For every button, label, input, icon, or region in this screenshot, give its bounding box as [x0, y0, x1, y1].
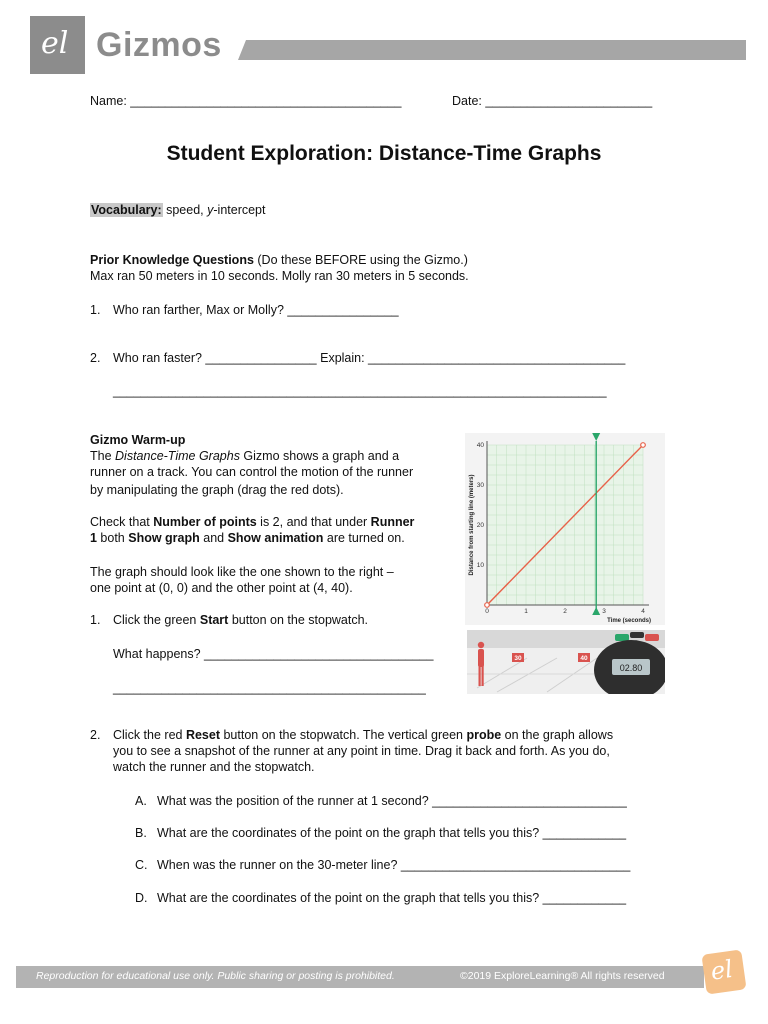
x-tick-label: 0: [485, 608, 489, 615]
x-tick-label: 4: [641, 608, 645, 615]
step1-number: 1.: [90, 613, 101, 627]
step2-number: 2.: [90, 728, 101, 742]
qd-label: D.: [135, 891, 148, 905]
x-tick-label: 1: [524, 608, 528, 615]
stopwatch-reset-button[interactable]: [645, 634, 659, 641]
x-tick-label: 2: [563, 608, 567, 615]
step1-a: Click the green: [113, 613, 200, 627]
warmup-p2-j: are turned on.: [323, 531, 405, 545]
footer-logo-badge: [701, 949, 746, 994]
warmup-heading-text: Gizmo Warm-up: [90, 433, 186, 447]
warmup-p2-i: Show animation: [227, 531, 324, 545]
warmup-p3-l2: one point at (0, 0) and the other point at (4, 40).: [90, 581, 353, 595]
prior-heading-line: [90, 252, 468, 268]
vocabulary-terms-c: -intercept: [213, 203, 266, 217]
step2-a: Click the red: [113, 728, 186, 742]
warmup-p2-e: 1: [90, 531, 97, 545]
marker-40-label: 40: [580, 655, 588, 662]
y-tick-label: 20: [476, 522, 484, 529]
header-bar: [238, 40, 746, 60]
prior-heading-note: (Do these BEFORE using the Gizmo.): [253, 253, 468, 267]
runner-simulation: [467, 630, 665, 694]
warmup-p2-h: and: [199, 531, 228, 545]
distance-time-graph[interactable]: [465, 433, 665, 625]
stopwatch-start-button[interactable]: [615, 634, 629, 641]
date-field[interactable]: Date: ________________________: [452, 94, 653, 108]
data-point[interactable]: [641, 443, 646, 448]
graph-svg[interactable]: [465, 433, 665, 625]
y-tick-label: 30: [476, 482, 484, 489]
warmup-p2-d: Runner: [370, 515, 415, 529]
warmup-p1-l3: by manipulating the graph (drag the red dots).: [90, 483, 344, 497]
vocabulary: [90, 202, 265, 218]
qc-label: C.: [135, 858, 148, 872]
warmup-p2-c: is 2, and that under: [256, 515, 371, 529]
step2-b: Reset: [185, 728, 220, 742]
footer-logo-mark: el: [708, 954, 735, 986]
stopwatch-time: 02.80: [619, 663, 643, 673]
warmup-p2-a: Check that: [90, 515, 154, 529]
step2-l3: watch the runner and the stopwatch.: [113, 760, 315, 774]
gizmos-logo-badge: [30, 16, 85, 74]
q2-number: 2.: [90, 351, 101, 365]
qa-label: A.: [135, 794, 147, 808]
page-title: Student Exploration: Distance-Time Graphs: [166, 142, 602, 165]
step2-e: on the graph allows: [501, 728, 614, 742]
step1-b: Start: [199, 613, 229, 627]
warmup-p2-l1: [90, 514, 414, 530]
distance-marker-30: [512, 653, 524, 662]
step2-d: probe: [466, 728, 502, 742]
step2-l2: you to see a snapshot of the runner at any point in time. Drag it back and forth. As you do,: [113, 744, 610, 758]
y-tick-label: 10: [476, 562, 484, 569]
warmup-p1-l1: [90, 448, 399, 464]
warmup-p2-l2: [90, 530, 405, 546]
step1-text: [113, 612, 368, 628]
q2-text[interactable]: Who ran faster? ________________ Explain: _____________________________________: [113, 351, 626, 365]
step2-l1: [113, 727, 613, 743]
qc-text[interactable]: When was the runner on the 30-meter line? _________________________________: [157, 858, 631, 872]
warmup-p1-l2: runner on a track. You can control the motion of the runner: [90, 465, 414, 479]
warmup-p1-b: Distance-Time Graphs: [115, 449, 240, 463]
vocabulary-terms-a: speed,: [166, 203, 208, 217]
q2-answer-line[interactable]: _______________________________________________________________________: [113, 384, 607, 398]
x-tick-label: 3: [602, 608, 606, 615]
qb-label: B.: [135, 826, 147, 840]
q1-text[interactable]: Who ran farther, Max or Molly? ________________: [113, 303, 399, 317]
warmup-p1-c: Gizmo shows a graph and a: [239, 449, 400, 463]
warmup-p2-g: Show graph: [128, 531, 200, 545]
y-axis-label: Distance from starting line (meters): [469, 474, 475, 576]
step1-question[interactable]: What happens? _________________________________: [113, 647, 434, 661]
vocabulary-label: Vocabulary:: [91, 203, 162, 217]
name-field[interactable]: Name: _______________________________________: [90, 94, 402, 108]
distance-marker-40: [578, 653, 590, 662]
warmup-p3-l1: The graph should look like the one shown to the right –: [90, 565, 394, 579]
q1-number: 1.: [90, 303, 101, 317]
vocabulary-terms-b: y: [207, 203, 214, 217]
warmup-heading: [90, 432, 185, 448]
marker-30-label: 30: [514, 655, 522, 662]
x-axis-label: Time (seconds): [607, 618, 651, 624]
step1-answer-line[interactable]: _____________________________________________: [113, 681, 426, 695]
footer-bar: [16, 966, 704, 988]
warmup-p1-a: The: [90, 449, 116, 463]
footer-notice: Reproduction for educational use only. Public sharing or posting is prohibited.: [36, 970, 395, 982]
data-point[interactable]: [485, 603, 490, 608]
simulation-svg: [467, 630, 665, 694]
qb-text[interactable]: What are the coordinates of the point on the graph that tells you this? ____________: [157, 826, 627, 840]
warmup-p2-b: Number of points: [153, 515, 257, 529]
prior-intro: Max ran 50 meters in 10 seconds. Molly ran 30 meters in 5 seconds.: [90, 269, 469, 283]
step1-c: button on the stopwatch.: [228, 613, 369, 627]
y-tick-label: 40: [476, 442, 484, 449]
footer-copyright: ©2019 ExploreLearning® All rights reserved: [460, 970, 665, 982]
stopwatch-crown: [630, 632, 644, 638]
logo-mark: el: [41, 26, 69, 61]
qa-text[interactable]: What was the position of the runner at 1 second? ____________________________: [157, 794, 627, 808]
qd-text[interactable]: What are the coordinates of the point on the graph that tells you this? ____________: [157, 891, 627, 905]
warmup-p2-f: both: [96, 531, 129, 545]
brand-name: Gizmos: [96, 26, 222, 64]
step2-c: button on the stopwatch. The vertical green: [220, 728, 467, 742]
prior-heading: Prior Knowledge Questions: [90, 253, 254, 267]
